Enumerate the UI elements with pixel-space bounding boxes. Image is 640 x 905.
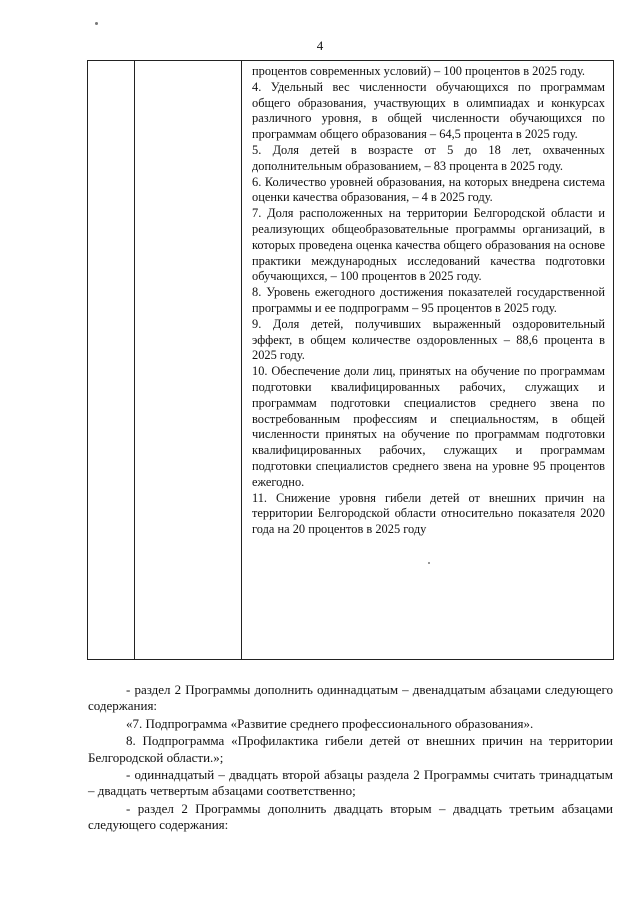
paragraph-subprogram-8: 8. Подпрограмма «Профилактика гибели детей от внешних причин на территории Белгородской области.»; (88, 733, 613, 765)
amendment-text (88, 682, 613, 834)
table-column-indicators (242, 61, 613, 659)
indicator-7: 7. Доля расположенных на территории Белгородской области и реализующих общеобразовательные программы организаций, в которых проведена оценка качества общего образования на основе практики международных исследований качества подготовки обучающихся, – 100 процентов в 2025 году. (252, 206, 605, 284)
indicator-11: 11. Снижение уровня гибели детей от внешних причин на территории Белгородской области относительно показателя 2020 года на 20 процентов в 2025 году (252, 490, 605, 537)
indicator-10: 10. Обеспечение доли лиц, принятых на обучение по программам подготовки квалифицированных рабочих, служащих и программам подготовки специалистов среднего звена по востребованным профессиям и специальностям, в общей численности принятых на обучение по программам подготовки квалифицированных рабочих, служащих и программам подготовки специалистов среднего звена на уровне 95 процентов ежегодно. (252, 364, 605, 489)
table-column-name (135, 61, 242, 659)
scan-speck (428, 562, 430, 564)
table-column-number (88, 61, 135, 659)
indicator-6: 6. Количество уровней образования, на которых внедрена система оценки качества образования, – 4 в 2025 году. (252, 174, 605, 205)
table-text-continuation: процентов современных условий) – 100 процентов в 2025 году. (252, 64, 585, 78)
paragraph-renumber: - одиннадцатый – двадцать второй абзацы раздела 2 Программы считать тринадцатым – двадцать четвертым абзацами соответственно; (88, 767, 613, 799)
paragraph-subprogram-7: «7. Подпрограмма «Развитие среднего профессионального образования». (126, 715, 534, 731)
paragraph-section2-add-22-23: - раздел 2 Программы дополнить двадцать вторым – двадцать третьим абзацами следующего содержания: (88, 800, 613, 833)
indicator-8: 8. Уровень ежегодного достижения показателей государственной программы и ее подпрограмм – 95 процентов в 2025 году. (252, 285, 605, 315)
page-number: 4 (316, 38, 324, 53)
paragraph-section2-add-11-12: - раздел 2 Программы дополнить одиннадцатым – двенадцатым абзацами следующего содержания: (88, 682, 613, 714)
indicator-5: 5. Доля детей в возрасте от 5 до 18 лет, охваченных дополнительным образованием, – 83 процента в 2025 году. (252, 142, 605, 173)
indicators-table (87, 60, 614, 660)
scan-speck (95, 22, 98, 25)
indicator-9: 9. Доля детей, получивших выраженный оздоровительный эффект, в общем количестве оздоровленных – 88,6 процента в 2025 году. (252, 316, 605, 363)
indicator-4: 4. Удельный вес численности обучающихся по программам общего образования, участвующих в олимпиадах и конкурсах различного уровня, в общей численности обучающихся по программам общего образования – 64,5 процента в 2025 году. (252, 79, 605, 142)
